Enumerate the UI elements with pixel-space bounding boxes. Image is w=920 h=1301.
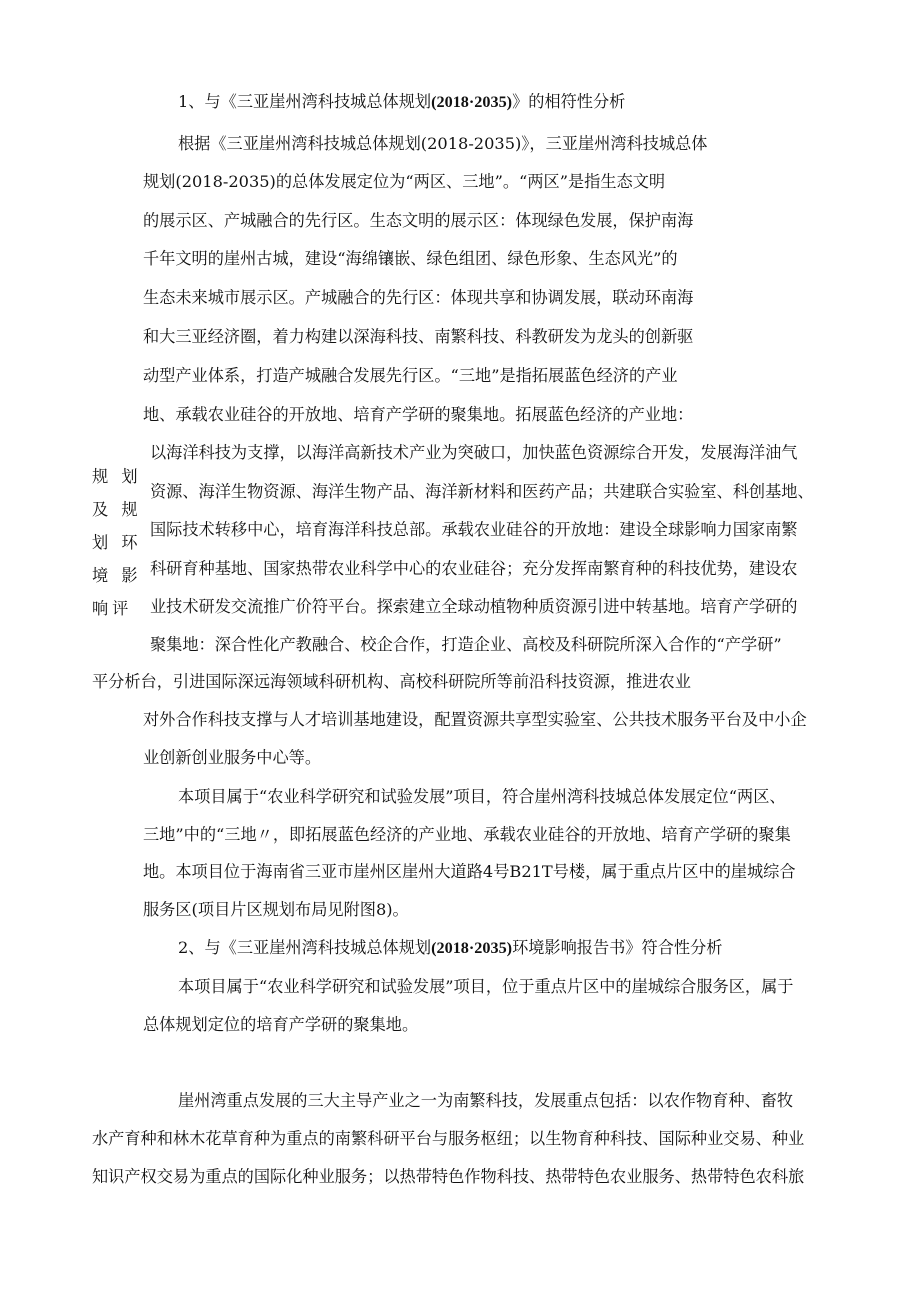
text-line: 三地”中的“三地〃，即拓展蓝色经济的产业地、承载农业硅谷的开放地、培育产学研的聚集 [143,825,791,844]
side-label-line: 及 规 [92,500,142,519]
text-line: 地、承载农业硅谷的开放地、培育产学研的聚集地。拓展蓝色经济的产业地： [143,405,694,424]
text-line: 规划(2018-2035)的总体发展定位为“两区、三地”。“两区”是指生态文明 [143,172,666,191]
text-line: 水产育种和林木花草育种为重点的南繁科研平台与服务枢纽；以生物育种科技、国际种业交易、种业 [92,1129,805,1148]
heading-1-years: (2018·2035) [431,93,513,111]
text-line: 和大三亚经济圈，着力构建以深海科技、南繁科技、科教研发为龙头的创新驱 [143,327,694,346]
text-line: 国际技术转移中心，培育海洋科技总部。承载农业硅谷的开放地：建设全球影响力国家南繁 [150,520,798,539]
text-line: 业创新创业服务中心等。 [143,748,322,767]
text-line: 知识产权交易为重点的国际化种业服务；以热带特色作物科技、热带特色农业服务、热带特色农科旅 [92,1167,805,1186]
heading-2-suffix: 环境影响报告书》符合性分析 [512,938,723,957]
side-label-line: 境 影 [92,566,142,585]
text-line: 地。本项目位于海南省三亚市崖州区崖州大道路4号B21T号楼，属于重点片区中的崖城综合 [143,862,796,881]
text-line: 服务区(项目片区规划布局见附图8)。 [143,900,409,919]
heading-2-years: (2018·2035) [431,939,513,957]
text-line: 资源、海洋生物资源、海洋生物产品、海洋新材料和医药产品；共建联合实验室、科创基地、 [150,482,814,501]
text-line: 千年文明的崖州古城，建设“海绵镶嵌、绿色组团、绿色形象、生态风光”的 [143,249,678,268]
text-line: 的展示区、产城融合的先行区。生态文明的展示区：体现绿色发展，保护南海 [143,211,694,230]
heading-1-suffix: 》的相符性分析 [512,92,626,111]
text-line: 崖州湾重点发展的三大主导产业之一为南繁科技，发展重点包括：以农作物育种、畜牧 [178,1091,794,1110]
text-line: 总体规划定位的培育产学研的聚集地。 [143,1015,419,1034]
section-heading-2 [178,938,723,958]
side-label-line: 划 环 [92,533,142,552]
side-label-line: 响评 [92,599,133,618]
text-line: 平分析台，引进国际深远海领域科研机构、高校科研院所等前沿科技资源，推进农业 [92,672,691,691]
text-line: 业技术研发交流推广价符平台。探索建立全球动植物种质资源引进中转基地。培育产学研的 [150,597,798,616]
text-line: 生态未来城市展示区。产城融合的先行区：体现共享和协调发展，联动环南海 [143,288,694,307]
text-line: 科研育种基地、国家热带农业科学中心的农业硅谷；充分发挥南繁育种的科技优势，建设农 [150,559,798,578]
text-line: 本项目属于“农业科学研究和试验发展”项目，符合崖州湾科技城总体发展定位“两区、 [178,787,786,806]
text-line: 本项目属于“农业科学研究和试验发展”项目，位于重点片区中的崖城综合服务区，属于 [178,977,794,996]
side-label-line: 规 划 [92,467,142,486]
text-line: 以海洋科技为支撑，以海洋高新技术产业为突破口，加快蓝色资源综合开发，发展海洋油气 [150,443,798,462]
text-line: 聚集地：深合性化产教融合、校企合作，打造企业、高校及科研院所深入合作的“产学研” [150,635,782,654]
heading-1-prefix: 1、与《三亚崖州湾科技城总体规划 [178,92,432,111]
section-heading-1 [178,92,625,112]
heading-2-prefix: 2、与《三亚崖州湾科技城总体规划 [178,938,432,957]
text-line: 对外合作科技支撑与人才培训基地建设，配置资源共享型实验室、公共技术服务平台及中小企 [143,710,807,729]
text-line: 动型产业体系，打造产城融合发展先行区。“三地”是指拓展蓝色经济的产业 [143,366,678,385]
text-line: 根据《三亚崖州湾科技城总体规划(2018-2035)》，三亚崖州湾科技城总体 [178,134,708,153]
